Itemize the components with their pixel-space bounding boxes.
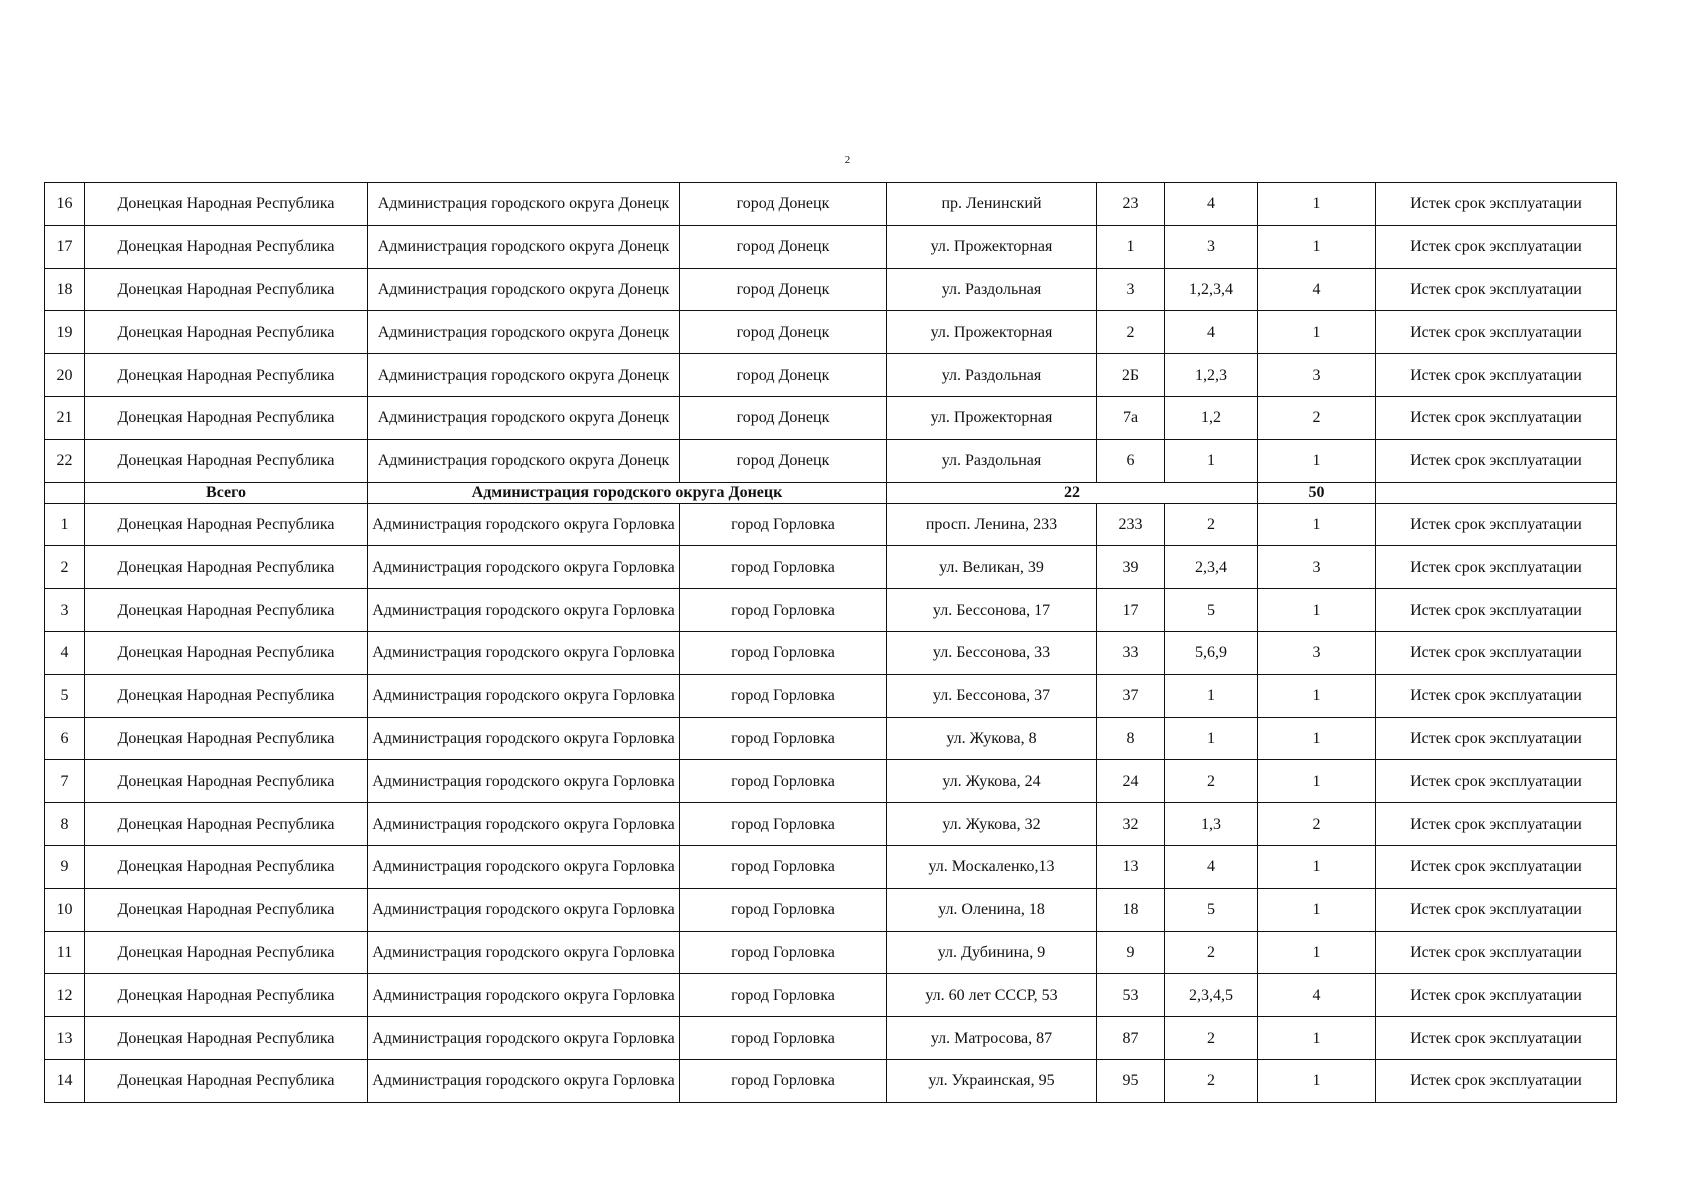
reason-cell: Истек срок эксплуатации — [1376, 268, 1617, 311]
region-cell: Донецкая Народная Республика — [85, 439, 368, 482]
street-cell: ул. Жукова, 32 — [887, 803, 1097, 846]
region-cell: Донецкая Народная Республика — [85, 845, 368, 888]
street-cell: ул. Жукова, 24 — [887, 760, 1097, 803]
region-cell: Донецкая Народная Республика — [85, 225, 368, 268]
region-cell: Донецкая Народная Республика — [85, 1059, 368, 1102]
admin-cell: Администрация городского округа Горловка — [368, 845, 680, 888]
reason-cell: Истек срок эксплуатации — [1376, 1059, 1617, 1102]
region-cell: Донецкая Народная Республика — [85, 803, 368, 846]
house-cell: 23 — [1097, 183, 1165, 226]
house-cell: 17 — [1097, 589, 1165, 632]
street-cell: ул. Раздольная — [887, 439, 1097, 482]
count-cell: 4 — [1258, 268, 1376, 311]
count-cell: 1 — [1258, 1059, 1376, 1102]
total-count: 50 — [1258, 482, 1376, 503]
house-cell: 32 — [1097, 803, 1165, 846]
reason-cell: Истек срок эксплуатации — [1376, 1017, 1617, 1060]
street-cell: ул. Бессонова, 17 — [887, 589, 1097, 632]
count-cell: 1 — [1258, 439, 1376, 482]
city-cell: город Горловка — [680, 974, 887, 1017]
row-number: 9 — [45, 845, 85, 888]
row-number: 14 — [45, 1059, 85, 1102]
entrances-cell: 4 — [1165, 845, 1258, 888]
total-empty-cell — [45, 482, 85, 503]
city-cell: город Донецк — [680, 396, 887, 439]
table-row — [45, 546, 1617, 589]
region-cell: Донецкая Народная Республика — [85, 674, 368, 717]
city-cell: город Донецк — [680, 311, 887, 354]
house-cell: 9 — [1097, 931, 1165, 974]
reason-cell: Истек срок эксплуатации — [1376, 396, 1617, 439]
house-cell: 1 — [1097, 225, 1165, 268]
street-cell: ул. Прожекторная — [887, 311, 1097, 354]
house-cell: 24 — [1097, 760, 1165, 803]
admin-cell: Администрация городского округа Донецк — [368, 311, 680, 354]
total-section — [45, 482, 1617, 503]
row-number: 19 — [45, 311, 85, 354]
total-admin: Администрация городского округа Донецк — [368, 482, 887, 503]
reason-cell: Истек срок эксплуатации — [1376, 760, 1617, 803]
table-row — [45, 354, 1617, 397]
house-cell: 233 — [1097, 503, 1165, 546]
house-cell: 7а — [1097, 396, 1165, 439]
region-cell: Донецкая Народная Республика — [85, 760, 368, 803]
region-cell: Донецкая Народная Республика — [85, 396, 368, 439]
table-row — [45, 974, 1617, 1017]
admin-cell: Администрация городского округа Горловка — [368, 589, 680, 632]
reason-cell: Истек срок эксплуатации — [1376, 589, 1617, 632]
reason-cell: Истек срок эксплуатации — [1376, 439, 1617, 482]
table-row — [45, 439, 1617, 482]
reason-cell: Истек срок эксплуатации — [1376, 674, 1617, 717]
count-cell: 3 — [1258, 631, 1376, 674]
elevator-register-table — [44, 182, 1617, 1103]
count-cell: 1 — [1258, 183, 1376, 226]
entrances-cell: 1 — [1165, 439, 1258, 482]
region-cell: Донецкая Народная Республика — [85, 268, 368, 311]
admin-cell: Администрация городского округа Донецк — [368, 268, 680, 311]
street-cell: ул. Прожекторная — [887, 225, 1097, 268]
admin-cell: Администрация городского округа Горловка — [368, 1017, 680, 1060]
entrances-cell: 1,2 — [1165, 396, 1258, 439]
total-label: Всего — [85, 482, 368, 503]
street-cell: ул. Бессонова, 33 — [887, 631, 1097, 674]
table-row — [45, 396, 1617, 439]
reason-cell: Истек срок эксплуатации — [1376, 546, 1617, 589]
entrances-cell: 4 — [1165, 183, 1258, 226]
house-cell: 2Б — [1097, 354, 1165, 397]
table-row — [45, 183, 1617, 226]
reason-cell: Истек срок эксплуатации — [1376, 717, 1617, 760]
region-cell: Донецкая Народная Республика — [85, 931, 368, 974]
table-row — [45, 888, 1617, 931]
count-cell: 4 — [1258, 974, 1376, 1017]
row-number: 5 — [45, 674, 85, 717]
rows-gorlovka — [45, 503, 1617, 1102]
count-cell: 2 — [1258, 396, 1376, 439]
admin-cell: Администрация городского округа Горловка — [368, 931, 680, 974]
house-cell: 37 — [1097, 674, 1165, 717]
house-cell: 33 — [1097, 631, 1165, 674]
entrances-cell: 5,6,9 — [1165, 631, 1258, 674]
city-cell: город Донецк — [680, 183, 887, 226]
city-cell: город Горловка — [680, 760, 887, 803]
reason-cell: Истек срок эксплуатации — [1376, 845, 1617, 888]
count-cell: 1 — [1258, 717, 1376, 760]
entrances-cell: 1 — [1165, 717, 1258, 760]
house-cell: 2 — [1097, 311, 1165, 354]
region-cell: Донецкая Народная Республика — [85, 974, 368, 1017]
city-cell: город Горловка — [680, 845, 887, 888]
table-row — [45, 225, 1617, 268]
count-cell: 1 — [1258, 311, 1376, 354]
row-number: 10 — [45, 888, 85, 931]
count-cell: 2 — [1258, 803, 1376, 846]
street-cell: ул. Дубинина, 9 — [887, 931, 1097, 974]
table-row — [45, 589, 1617, 632]
house-cell: 87 — [1097, 1017, 1165, 1060]
city-cell: город Донецк — [680, 268, 887, 311]
total-houses: 22 — [887, 482, 1258, 503]
row-number: 13 — [45, 1017, 85, 1060]
entrances-cell: 2 — [1165, 1059, 1258, 1102]
city-cell: город Горловка — [680, 503, 887, 546]
reason-cell: Истек срок эксплуатации — [1376, 931, 1617, 974]
house-cell: 18 — [1097, 888, 1165, 931]
row-number: 3 — [45, 589, 85, 632]
count-cell: 1 — [1258, 845, 1376, 888]
table-row — [45, 1017, 1617, 1060]
admin-cell: Администрация городского округа Донецк — [368, 225, 680, 268]
city-cell: город Горловка — [680, 546, 887, 589]
entrances-cell: 1,3 — [1165, 803, 1258, 846]
house-cell: 13 — [1097, 845, 1165, 888]
reason-cell: Истек срок эксплуатации — [1376, 803, 1617, 846]
street-cell: ул. Раздольная — [887, 354, 1097, 397]
admin-cell: Администрация городского округа Донецк — [368, 396, 680, 439]
entrances-cell: 2 — [1165, 760, 1258, 803]
entrances-cell: 2 — [1165, 1017, 1258, 1060]
admin-cell: Администрация городского округа Горловка — [368, 888, 680, 931]
admin-cell: Администрация городского округа Донецк — [368, 439, 680, 482]
table-row — [45, 503, 1617, 546]
street-cell: ул. Москаленко,13 — [887, 845, 1097, 888]
region-cell: Донецкая Народная Республика — [85, 589, 368, 632]
row-number: 4 — [45, 631, 85, 674]
city-cell: город Горловка — [680, 931, 887, 974]
region-cell: Донецкая Народная Республика — [85, 311, 368, 354]
total-empty-cell — [1376, 482, 1617, 503]
city-cell: город Горловка — [680, 1017, 887, 1060]
count-cell: 1 — [1258, 503, 1376, 546]
street-cell: ул. Раздольная — [887, 268, 1097, 311]
page-number: 2 — [844, 154, 851, 166]
count-cell: 1 — [1258, 674, 1376, 717]
count-cell: 1 — [1258, 589, 1376, 632]
admin-cell: Администрация городского округа Горловка — [368, 717, 680, 760]
table-row — [45, 1059, 1617, 1102]
table-row — [45, 674, 1617, 717]
total-row — [45, 482, 1617, 503]
entrances-cell: 1,2,3 — [1165, 354, 1258, 397]
table-row — [45, 931, 1617, 974]
street-cell: ул. Бессонова, 37 — [887, 674, 1097, 717]
region-cell: Донецкая Народная Республика — [85, 546, 368, 589]
house-cell: 3 — [1097, 268, 1165, 311]
street-cell: ул. Украинская, 95 — [887, 1059, 1097, 1102]
count-cell: 3 — [1258, 354, 1376, 397]
region-cell: Донецкая Народная Республика — [85, 631, 368, 674]
street-cell: пр. Ленинский — [887, 183, 1097, 226]
city-cell: город Горловка — [680, 717, 887, 760]
entrances-cell: 2,3,4,5 — [1165, 974, 1258, 1017]
count-cell: 1 — [1258, 1017, 1376, 1060]
street-cell: ул. Жукова, 8 — [887, 717, 1097, 760]
region-cell: Донецкая Народная Республика — [85, 888, 368, 931]
reason-cell: Истек срок эксплуатации — [1376, 631, 1617, 674]
region-cell: Донецкая Народная Республика — [85, 1017, 368, 1060]
street-cell: просп. Ленина, 233 — [887, 503, 1097, 546]
house-cell: 53 — [1097, 974, 1165, 1017]
reason-cell: Истек срок эксплуатации — [1376, 225, 1617, 268]
house-cell: 39 — [1097, 546, 1165, 589]
row-number: 2 — [45, 546, 85, 589]
admin-cell: Администрация городского округа Горловка — [368, 503, 680, 546]
admin-cell: Администрация городского округа Горловка — [368, 546, 680, 589]
city-cell: город Донецк — [680, 225, 887, 268]
house-cell: 8 — [1097, 717, 1165, 760]
reason-cell: Истек срок эксплуатации — [1376, 974, 1617, 1017]
admin-cell: Администрация городского округа Донецк — [368, 183, 680, 226]
reason-cell: Истек срок эксплуатации — [1376, 311, 1617, 354]
row-number: 17 — [45, 225, 85, 268]
row-number: 21 — [45, 396, 85, 439]
region-cell: Донецкая Народная Республика — [85, 354, 368, 397]
table-row — [45, 803, 1617, 846]
street-cell: ул. Великан, 39 — [887, 546, 1097, 589]
row-number: 20 — [45, 354, 85, 397]
count-cell: 1 — [1258, 931, 1376, 974]
admin-cell: Администрация городского округа Донецк — [368, 354, 680, 397]
entrances-cell: 3 — [1165, 225, 1258, 268]
city-cell: город Горловка — [680, 589, 887, 632]
count-cell: 1 — [1258, 888, 1376, 931]
city-cell: город Донецк — [680, 354, 887, 397]
admin-cell: Администрация городского округа Горловка — [368, 1059, 680, 1102]
table-row — [45, 311, 1617, 354]
entrances-cell: 1,2,3,4 — [1165, 268, 1258, 311]
count-cell: 3 — [1258, 546, 1376, 589]
count-cell: 1 — [1258, 225, 1376, 268]
table-row — [45, 717, 1617, 760]
city-cell: город Горловка — [680, 1059, 887, 1102]
city-cell: город Донецк — [680, 439, 887, 482]
entrances-cell: 5 — [1165, 888, 1258, 931]
city-cell: город Горловка — [680, 674, 887, 717]
region-cell: Донецкая Народная Республика — [85, 183, 368, 226]
table-row — [45, 631, 1617, 674]
city-cell: город Горловка — [680, 631, 887, 674]
city-cell: город Горловка — [680, 803, 887, 846]
admin-cell: Администрация городского округа Горловка — [368, 674, 680, 717]
entrances-cell: 5 — [1165, 589, 1258, 632]
street-cell: ул. 60 лет СССР, 53 — [887, 974, 1097, 1017]
row-number: 8 — [45, 803, 85, 846]
street-cell: ул. Оленина, 18 — [887, 888, 1097, 931]
count-cell: 1 — [1258, 760, 1376, 803]
row-number: 18 — [45, 268, 85, 311]
row-number: 1 — [45, 503, 85, 546]
admin-cell: Администрация городского округа Горловка — [368, 974, 680, 1017]
table-row — [45, 845, 1617, 888]
row-number: 12 — [45, 974, 85, 1017]
row-number: 22 — [45, 439, 85, 482]
table-row — [45, 760, 1617, 803]
row-number: 6 — [45, 717, 85, 760]
entrances-cell: 1 — [1165, 674, 1258, 717]
row-number: 11 — [45, 931, 85, 974]
rows-donetsk — [45, 183, 1617, 483]
house-cell: 6 — [1097, 439, 1165, 482]
admin-cell: Администрация городского округа Горловка — [368, 803, 680, 846]
street-cell: ул. Прожекторная — [887, 396, 1097, 439]
row-number: 7 — [45, 760, 85, 803]
admin-cell: Администрация городского округа Горловка — [368, 760, 680, 803]
street-cell: ул. Матросова, 87 — [887, 1017, 1097, 1060]
region-cell: Донецкая Народная Республика — [85, 503, 368, 546]
entrances-cell: 2 — [1165, 931, 1258, 974]
entrances-cell: 2 — [1165, 503, 1258, 546]
table-row — [45, 268, 1617, 311]
city-cell: город Горловка — [680, 888, 887, 931]
row-number: 16 — [45, 183, 85, 226]
reason-cell: Истек срок эксплуатации — [1376, 503, 1617, 546]
reason-cell: Истек срок эксплуатации — [1376, 183, 1617, 226]
entrances-cell: 2,3,4 — [1165, 546, 1258, 589]
house-cell: 95 — [1097, 1059, 1165, 1102]
admin-cell: Администрация городского округа Горловка — [368, 631, 680, 674]
region-cell: Донецкая Народная Республика — [85, 717, 368, 760]
reason-cell: Истек срок эксплуатации — [1376, 354, 1617, 397]
reason-cell: Истек срок эксплуатации — [1376, 888, 1617, 931]
entrances-cell: 4 — [1165, 311, 1258, 354]
